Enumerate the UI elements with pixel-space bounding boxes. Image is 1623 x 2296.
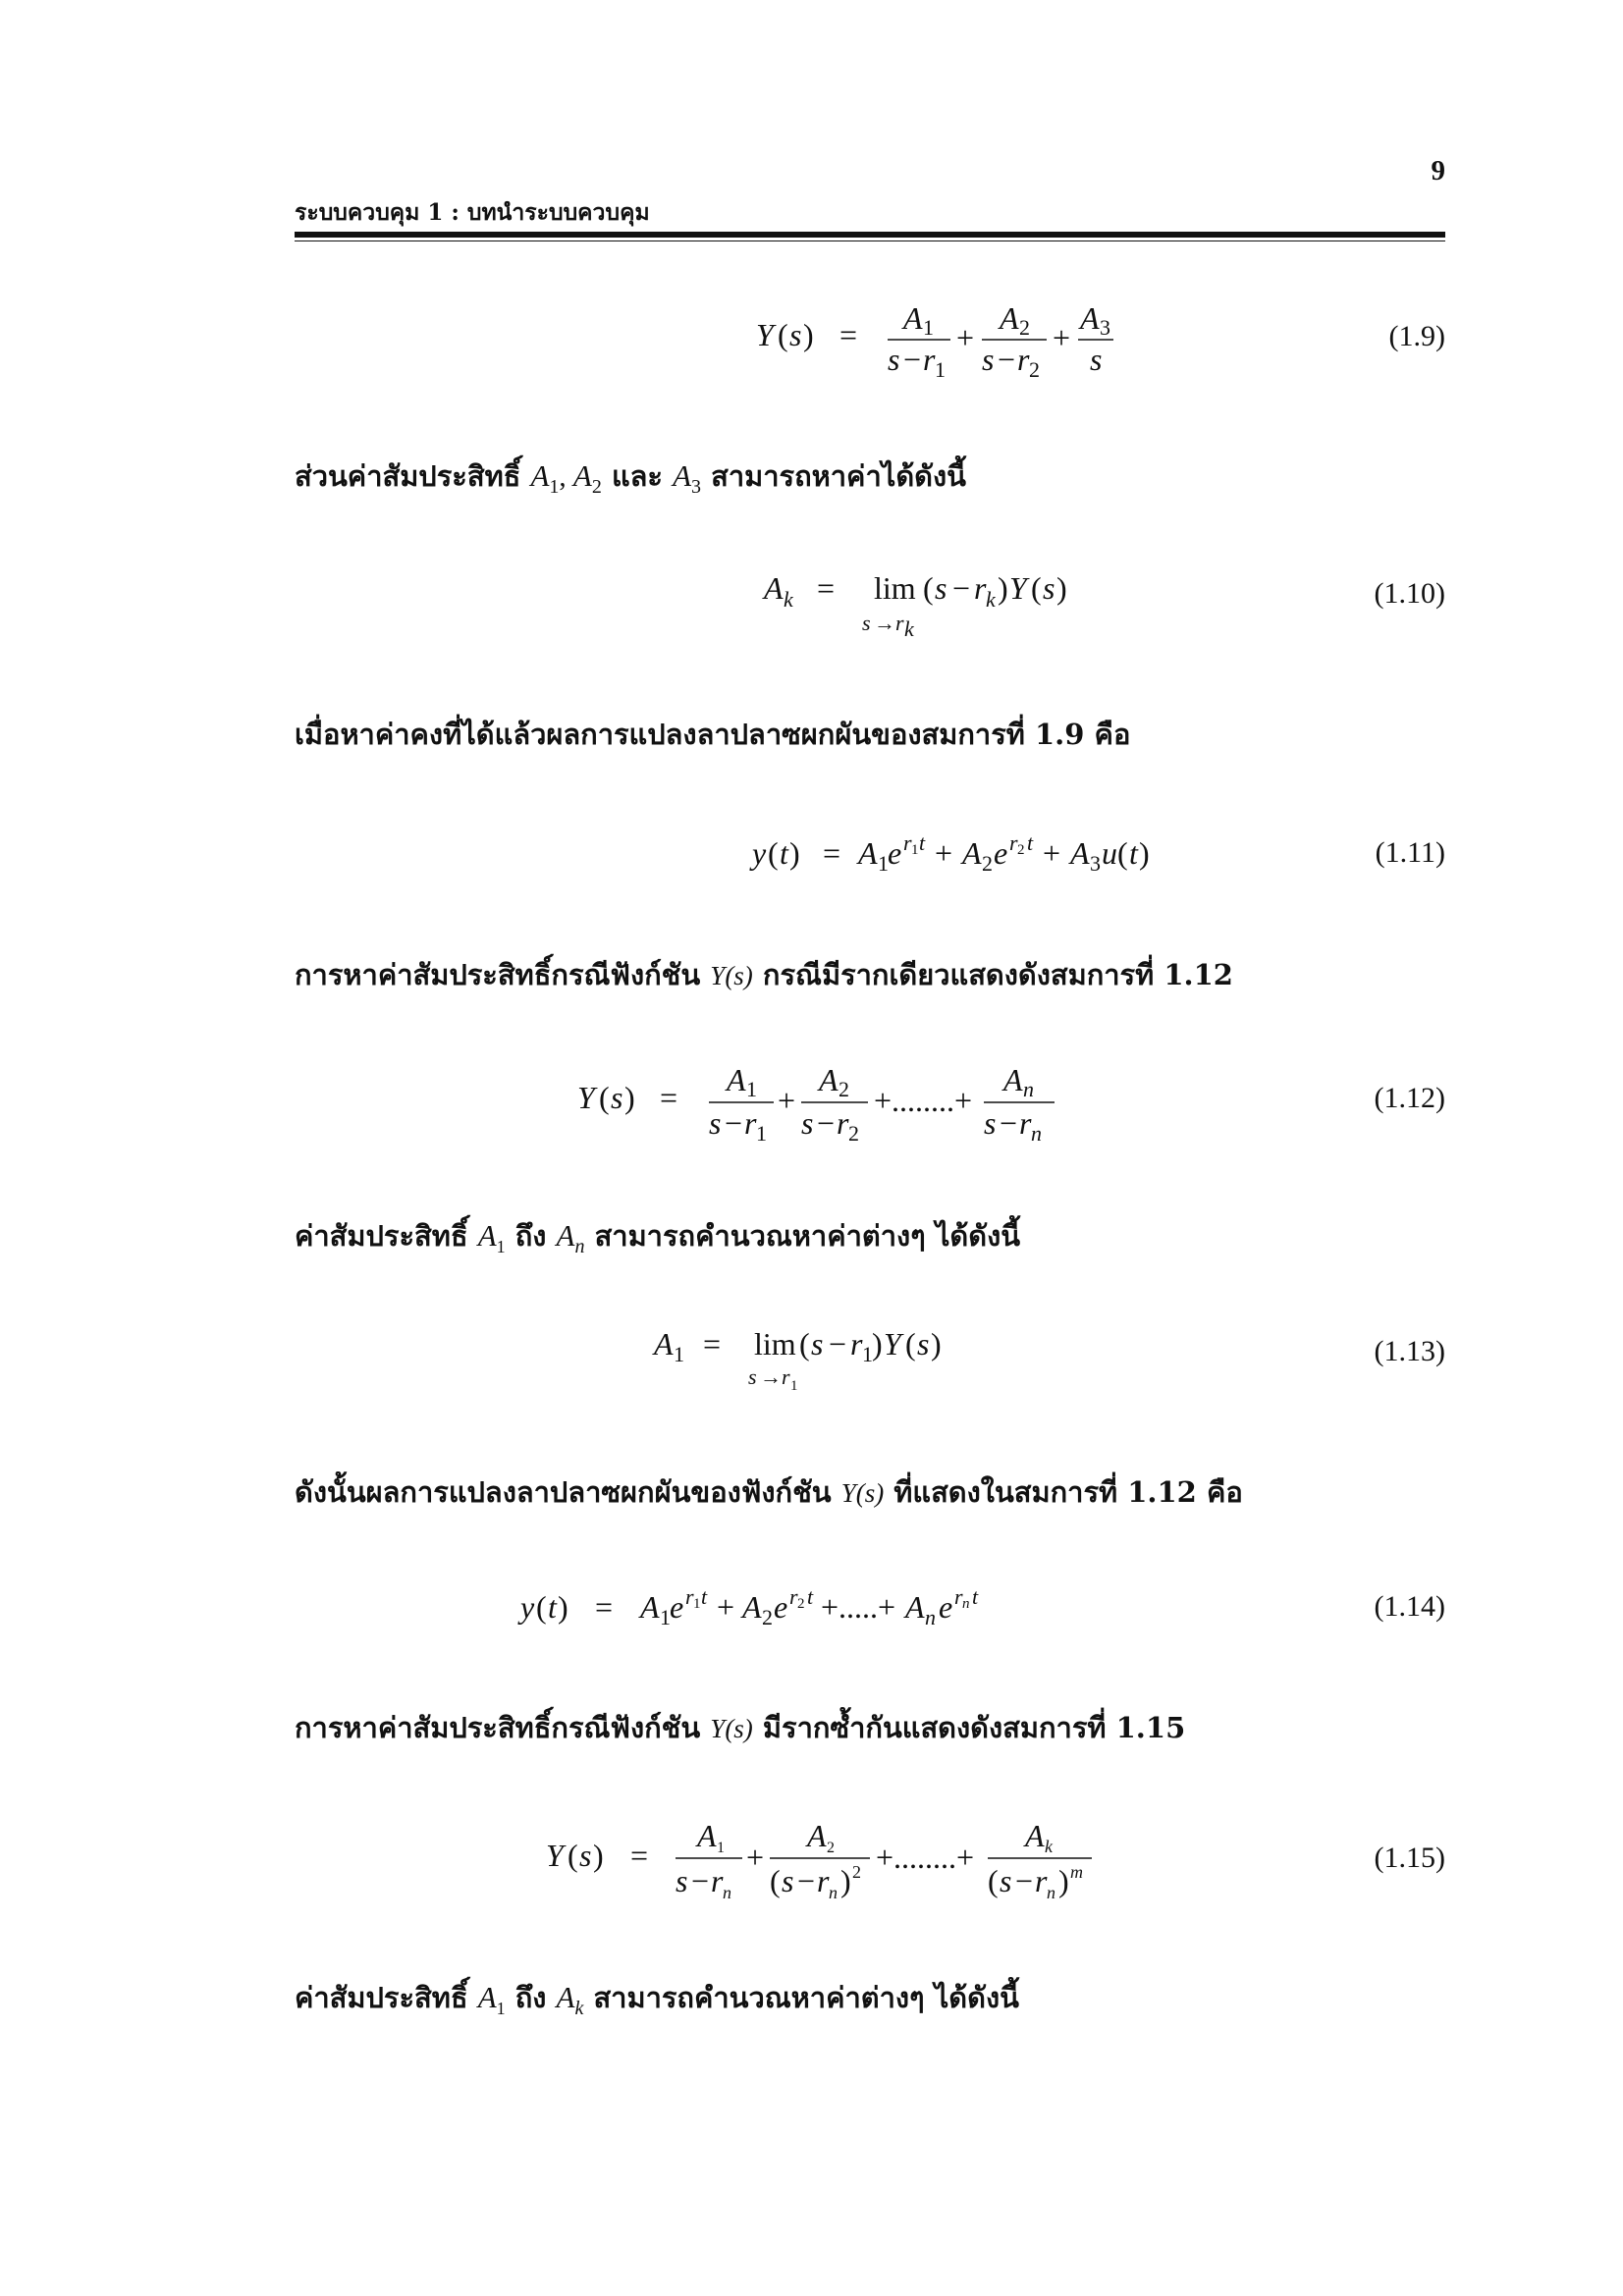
svg-text:Y: Y [756,317,774,352]
svg-text:e: e [939,1589,953,1625]
text: ถึง [505,1219,557,1253]
svg-text:): ) [998,570,1008,606]
svg-text:1: 1 [746,1077,757,1101]
svg-text:): ) [840,1863,851,1898]
svg-text:(: ( [770,1863,781,1898]
text: ถึง [505,1981,557,2014]
svg-text:s: s [676,1863,688,1898]
svg-text:2: 2 [762,1605,773,1629]
paragraph: ส่วนค่าสัมประสิทธิ์ $A_1$, $A_2$ และ $A_3$ สามารถหาค่าได้ดังนี้ [295,458,966,498]
svg-text:1: 1 [790,1378,798,1394]
svg-text:s: s [1000,1863,1012,1898]
svg-text:t: t [972,1584,979,1609]
svg-text:3: 3 [1100,315,1110,340]
svg-text:s: s [811,1326,824,1362]
svg-text:k: k [1045,1837,1053,1856]
equation-number: (1.15) [1374,1842,1445,1874]
svg-text:s: s [748,1364,757,1389]
text: ค่าสัมประสิทธิ์ [295,1219,478,1253]
svg-text:s: s [611,1080,623,1115]
svg-text:A: A [905,1589,925,1625]
svg-text:=: = [630,1838,649,1873]
svg-text:n: n [1047,1883,1055,1902]
svg-text:r: r [974,570,987,606]
svg-text:): ) [593,1838,604,1873]
equation-1-12 [569,1055,1080,1148]
svg-text:r: r [685,1584,694,1609]
paragraph: ค่าสัมประสิทธิ์ $A_1$ ถึง $A_n$ สามารถคำนวณหาค่าต่างๆ ได้ดังนี้ [295,1218,1021,1257]
equation-number: (1.9) [1388,320,1445,352]
svg-text:(: ( [536,1589,547,1625]
svg-text:2: 2 [848,1121,859,1146]
svg-text:r: r [711,1863,724,1898]
svg-text:+........+: +........+ [876,1840,975,1875]
svg-text:s: s [1090,342,1103,377]
svg-text:t: t [1027,830,1034,855]
svg-text:A: A [962,835,982,871]
svg-text:t: t [807,1584,814,1609]
math-var: A [477,1218,497,1253]
svg-text:A: A [697,1818,717,1853]
text: ที่แสดงในสมการที่ 1.12 คือ [884,1475,1243,1509]
svg-text:A: A [1070,835,1090,871]
svg-text:A: A [1003,1062,1023,1097]
svg-text:y: y [520,1589,535,1625]
svg-text:n: n [925,1605,936,1629]
header-rule [295,232,1445,238]
equation-1-15 [540,1811,1109,1909]
svg-text:A: A [807,1818,827,1853]
equation-1-9 [746,294,1139,383]
svg-text:1: 1 [693,1596,701,1612]
svg-text:A: A [1080,300,1100,336]
svg-text:−: − [952,570,971,606]
svg-text:−: − [829,1326,847,1362]
svg-text:y: y [752,835,767,871]
svg-text:): ) [1056,570,1067,606]
text: สามารถคำนวณหาค่าต่างๆ ได้ดังนี้ [583,1981,1019,2014]
svg-text:=: = [823,835,841,871]
svg-text:t: t [1129,835,1138,871]
svg-text:Y: Y [1009,570,1027,606]
svg-text:t: t [919,830,926,855]
svg-text:=: = [660,1080,678,1115]
svg-text:r: r [1035,1863,1048,1898]
svg-text:2: 2 [797,1596,805,1612]
svg-text:r: r [903,830,912,855]
svg-text:(: ( [905,1326,916,1362]
svg-text:→: → [874,611,895,635]
header-rule-thin [295,240,1445,241]
svg-text:2: 2 [827,1840,835,1856]
svg-text:(: ( [568,1838,578,1873]
svg-text:k: k [986,587,996,612]
svg-text:s: s [801,1105,814,1141]
text: มีรากซ้ำกันแสดงดังสมการที่ 1.15 [752,1711,1186,1744]
math-var: A [572,458,592,493]
svg-text:(: ( [599,1080,610,1115]
svg-text:−: − [998,342,1016,377]
svg-text:−: − [691,1863,710,1898]
equation-number: (1.10) [1374,577,1445,610]
svg-text:2: 2 [852,1862,861,1882]
svg-text:): ) [558,1589,568,1625]
svg-text:A: A [727,1062,746,1097]
running-header: ระบบควบคุม 1 : บทนำระบบควบคุม [295,199,650,226]
svg-text:2: 2 [1019,315,1030,340]
svg-text:m: m [1070,1862,1083,1882]
svg-text:r: r [744,1105,757,1141]
text: สามารถคำนวณหาค่าต่างๆ ได้ดังนี้ [584,1219,1021,1253]
svg-text:1: 1 [717,1840,725,1856]
svg-text:+........+: +........+ [874,1083,973,1118]
page-number: 9 [1431,155,1445,187]
text: การหาค่าสัมประสิทธิ์กรณีฟังก์ชัน [295,1711,711,1744]
math-var: A [556,1218,575,1253]
svg-text:r: r [789,1584,798,1609]
svg-text:n: n [723,1883,731,1902]
svg-text:A: A [903,300,923,336]
svg-text:=: = [703,1326,722,1362]
svg-text:+: + [956,320,975,355]
svg-text:+.....+: +.....+ [821,1589,896,1625]
math-var: A [477,1980,497,2014]
text: กรณีมีรากเดียวแสดงดังสมการที่ 1.12 [752,958,1233,991]
svg-text:e: e [670,1589,684,1625]
svg-text:n: n [1023,1077,1034,1101]
svg-text:(: ( [923,570,934,606]
svg-text:r: r [837,1105,849,1141]
svg-text:r: r [923,342,936,377]
svg-text:+: + [1043,835,1061,871]
svg-text:s: s [982,342,995,377]
equation-1-14 [514,1578,1005,1637]
svg-text:s: s [862,611,871,635]
svg-text:s: s [579,1838,592,1873]
math-expr: Y(s) [710,961,753,990]
svg-text:1: 1 [935,357,946,382]
svg-text:1: 1 [756,1121,767,1146]
equation-1-11 [744,825,1157,883]
math-var: A [530,458,550,493]
svg-text:): ) [931,1326,942,1362]
svg-text:1: 1 [674,1342,684,1366]
svg-text:−: − [797,1863,816,1898]
paragraph: ค่าสัมประสิทธิ์ $A_1$ ถึง $A_k$ สามารถคำนวณหาค่าต่างๆ ได้ดังนี้ [295,1980,1019,2019]
svg-text:2: 2 [839,1077,849,1101]
svg-text:3: 3 [1090,851,1101,876]
svg-text:=: = [839,317,858,352]
svg-text:2: 2 [1029,357,1040,382]
svg-text:2: 2 [1017,842,1025,858]
svg-text:Y: Y [577,1080,595,1115]
svg-text:r: r [1009,830,1018,855]
svg-text:lim: lim [754,1326,796,1362]
svg-text:u: u [1102,835,1117,871]
equation-number: (1.12) [1374,1082,1445,1114]
svg-text:(: ( [1031,570,1042,606]
svg-text:1: 1 [862,1342,873,1366]
svg-text:1: 1 [878,851,889,876]
svg-text:−: − [1000,1105,1018,1141]
svg-text:+: + [717,1589,735,1625]
svg-text:(: ( [1117,835,1128,871]
svg-text:−: − [903,342,922,377]
svg-text:k: k [784,587,793,612]
equation-1-13 [648,1315,962,1394]
svg-text:Y: Y [884,1326,901,1362]
equation-1-10 [756,560,1090,641]
text: ค่าสัมประสิทธิ์ [295,1981,478,2014]
math-var: A [673,458,692,493]
svg-text:Y: Y [546,1838,564,1873]
svg-text:+: + [935,835,953,871]
svg-text:1: 1 [660,1605,671,1629]
svg-text:e: e [994,835,1008,871]
svg-text:k: k [904,616,914,641]
text: ดังนั้นผลการแปลงลาปลาซผกผันของฟังก์ชัน [295,1475,841,1509]
svg-text:(: ( [799,1326,810,1362]
svg-text:s: s [782,1863,794,1898]
svg-text:A: A [640,1589,660,1625]
svg-text:(: ( [768,835,779,871]
svg-text:+: + [778,1083,796,1118]
svg-text:): ) [789,835,800,871]
svg-text:=: = [595,1589,614,1625]
svg-text:): ) [1139,835,1150,871]
svg-text:A: A [742,1589,762,1625]
svg-text:t: t [548,1589,557,1625]
text: สามารถหาค่าได้ดังนี้ [701,459,966,493]
svg-text:s: s [709,1105,722,1141]
svg-text:e: e [774,1589,788,1625]
svg-text:−: − [817,1105,836,1141]
text: , [559,461,573,493]
svg-text:s: s [1043,570,1055,606]
math-var: A [556,1980,575,2014]
svg-text:A: A [1000,300,1019,336]
svg-text:t: t [780,835,788,871]
svg-text:e: e [888,835,902,871]
svg-text:(: ( [778,317,788,352]
svg-text:r: r [817,1863,830,1898]
svg-text:A: A [654,1326,674,1362]
svg-text:A: A [764,570,784,606]
paragraph [295,1469,1243,1515]
svg-text:(: ( [988,1863,999,1898]
svg-text:): ) [872,1326,883,1362]
svg-text:r: r [1017,342,1030,377]
svg-text:lim: lim [874,570,916,606]
math-expr: Y(s) [840,1478,885,1508]
svg-text:A: A [1025,1818,1045,1853]
svg-text:−: − [1015,1863,1034,1898]
svg-text:1: 1 [923,315,934,340]
svg-text:A: A [819,1062,839,1097]
svg-text:n: n [829,1883,838,1902]
svg-text:A: A [858,835,878,871]
svg-text:t: t [701,1584,708,1609]
svg-text:2: 2 [982,851,993,876]
svg-text:+: + [1053,320,1071,355]
svg-text:s: s [917,1326,930,1362]
svg-text:s: s [789,317,802,352]
paragraph [295,952,1233,997]
svg-text:s: s [984,1105,997,1141]
svg-text:s: s [888,342,900,377]
equation-number: (1.13) [1374,1335,1445,1367]
svg-text:): ) [624,1080,635,1115]
svg-text:s: s [935,570,947,606]
svg-text:=: = [817,570,836,606]
svg-text:1: 1 [911,842,919,858]
svg-text:r: r [850,1326,863,1362]
svg-text:r: r [954,1584,963,1609]
svg-text:→: → [760,1364,782,1389]
svg-text:r: r [782,1364,790,1389]
svg-text:−: − [725,1105,743,1141]
text: การหาค่าสัมประสิทธิ์กรณีฟังก์ชัน [295,958,711,991]
equation-number: (1.14) [1374,1590,1445,1623]
equation-number: (1.11) [1375,836,1445,869]
math-expr: Y(s) [710,1714,753,1743]
svg-text:): ) [1058,1863,1069,1898]
svg-text:): ) [803,317,814,352]
svg-text:r: r [1019,1105,1032,1141]
paragraph: เมื่อหาค่าคงที่ได้แล้วผลการแปลงลาปลาซผกผันของสมการที่ 1.9 คือ [295,718,1131,751]
text: และ [601,459,674,493]
svg-text:+: + [746,1840,765,1875]
svg-text:n: n [1031,1121,1042,1146]
svg-text:r: r [895,611,904,635]
paragraph [295,1705,1185,1750]
svg-text:n: n [962,1596,970,1612]
text: ส่วนค่าสัมประสิทธิ์ [295,459,531,493]
